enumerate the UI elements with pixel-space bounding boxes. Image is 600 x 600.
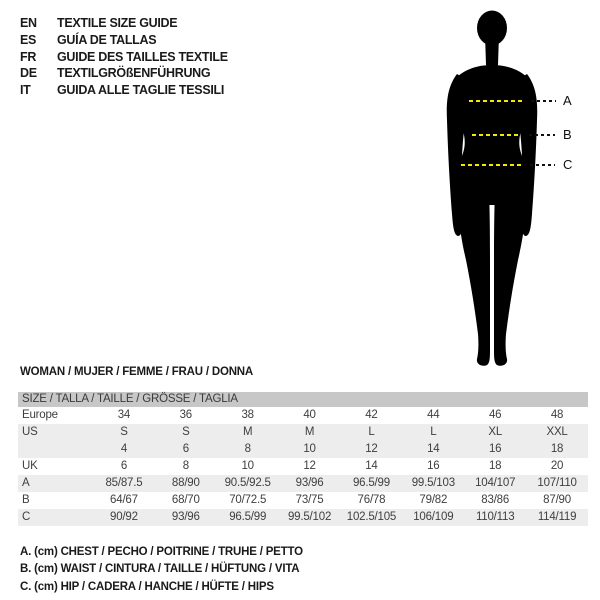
table-row: [18, 458, 588, 475]
size-cell: 48: [550, 409, 564, 421]
legend-chest: A. (cm) CHEST / PECHO / POITRINE / TRUHE / PETTO: [20, 546, 303, 558]
size-cell: 20: [550, 460, 564, 472]
size-cell: 73/75: [295, 494, 324, 506]
size-cell: 83/86: [481, 494, 510, 506]
size-cell: 93/96: [295, 477, 324, 489]
lang-code: FR: [20, 49, 37, 64]
size-cell: 87/90: [543, 494, 571, 506]
size-cell: 107/110: [537, 477, 577, 489]
lang-code: EN: [20, 16, 37, 31]
size-table-header: SIZE / TALLA / TAILLE / GRÖSSE / TAGLIA: [18, 392, 588, 407]
table-row: [18, 475, 588, 492]
marker-label-c: C: [563, 157, 573, 172]
lang-title: GUIDE DES TAILLES TEXTILE: [57, 49, 228, 64]
waist-measure-dash: [472, 134, 519, 136]
size-cell: 110/113: [475, 511, 515, 523]
size-cell: 96.5/99: [352, 477, 390, 489]
size-cell: L: [368, 426, 375, 438]
chest-measure-dash: [469, 100, 523, 102]
size-cell: 96.5/99: [229, 511, 267, 523]
size-cell: 76/78: [357, 494, 386, 506]
size-cell: M: [242, 426, 253, 438]
table-row: [18, 509, 588, 526]
lang-code: ES: [20, 33, 37, 48]
row-label: [18, 441, 93, 458]
lang-title: GUÍA DE TALLAS: [57, 33, 157, 48]
table-row: [18, 441, 588, 458]
row-label: Europe: [22, 409, 58, 421]
size-cell: 14: [365, 460, 378, 472]
size-cell: 36: [179, 409, 193, 421]
size-cell: 18: [488, 460, 502, 472]
size-cell: 102.5/105: [346, 511, 397, 523]
woman-silhouette-figure: [440, 8, 544, 366]
lang-row-de: [20, 65, 228, 82]
size-cell: 46: [488, 409, 502, 421]
size-cell: S: [182, 426, 190, 438]
size-cell: XXL: [546, 426, 568, 438]
size-cell: XL: [488, 426, 503, 438]
size-cell: 6: [182, 443, 189, 455]
lang-title: TEXTILGRÖßENFÜHRUNG: [57, 66, 211, 81]
waist-pointer-dash: [529, 134, 555, 136]
size-cell: 99.5/103: [411, 477, 455, 489]
row-label: C: [22, 511, 31, 523]
size-cell: L: [430, 426, 437, 438]
size-cell: M: [304, 426, 315, 438]
table-row: [18, 424, 588, 441]
language-title-list: [20, 15, 228, 98]
size-cell: 88/90: [171, 477, 200, 489]
size-cell: 8: [244, 443, 251, 455]
hip-pointer-dash: [530, 164, 555, 166]
size-cell: S: [120, 426, 128, 438]
size-cell: 16: [427, 460, 440, 472]
size-cell: 10: [303, 443, 316, 455]
size-cell: 12: [303, 460, 316, 472]
chest-pointer-dash: [531, 100, 556, 102]
size-cell: 93/96: [171, 511, 200, 523]
size-cell: 79/82: [419, 494, 448, 506]
size-cell: 44: [427, 409, 440, 421]
lang-title: TEXTILE SIZE GUIDE: [57, 16, 178, 31]
size-table: [18, 392, 588, 526]
size-cell: 34: [117, 409, 131, 421]
size-cell: 70/72.5: [229, 494, 267, 506]
size-cell: 42: [365, 409, 378, 421]
lang-row-es: [20, 32, 228, 49]
size-cell: 6: [120, 460, 128, 472]
lang-code: DE: [20, 66, 37, 81]
size-cell: 85/87.5: [105, 477, 143, 489]
table-row: [18, 407, 588, 424]
size-cell: 16: [488, 443, 502, 455]
measurement-legend: [20, 544, 303, 596]
table-row: [18, 492, 588, 509]
size-cell: 90/92: [110, 511, 138, 523]
size-cell: 18: [550, 443, 564, 455]
size-cell: 40: [303, 409, 316, 421]
size-cell: 90.5/92.5: [224, 477, 271, 489]
legend-hip: C. (cm) HIP / CADERA / HANCHE / HÜFTE / HIPS: [20, 580, 274, 593]
size-cell: 68/70: [171, 494, 200, 506]
size-cell: 106/109: [413, 511, 454, 523]
lang-row-en: [20, 15, 228, 32]
size-cell: 104/107: [475, 477, 516, 489]
marker-label-a: A: [563, 93, 572, 108]
legend-waist: B. (cm) WAIST / CINTURA / TAILLE / HÜFTUNG / VITA: [20, 563, 300, 576]
hip-measure-dash: [461, 164, 524, 166]
size-cell: 38: [241, 409, 254, 421]
size-cell: 10: [241, 460, 254, 472]
lang-title: GUIDA ALLE TAGLIE TESSILI: [57, 83, 225, 98]
size-cell: 99.5/102: [287, 511, 332, 523]
size-cell: 14: [427, 443, 440, 455]
size-cell: 4: [120, 443, 128, 455]
lang-row-fr: [20, 48, 228, 65]
section-title-woman: WOMAN / MUJER / FEMME / FRAU / DONNA: [20, 366, 254, 378]
row-label: UK: [22, 460, 38, 472]
size-table-body: [18, 407, 588, 526]
row-label: US: [22, 426, 38, 438]
woman-silhouette-icon: [440, 8, 544, 366]
row-label: B: [22, 494, 30, 506]
lang-row-it: [20, 82, 228, 99]
lang-code: IT: [20, 83, 31, 98]
size-cell: 8: [182, 460, 189, 472]
marker-label-b: B: [563, 127, 572, 142]
size-cell: 114/119: [537, 511, 577, 523]
row-label: A: [22, 477, 30, 489]
size-cell: 12: [365, 443, 378, 455]
size-cell: 64/67: [110, 494, 138, 506]
